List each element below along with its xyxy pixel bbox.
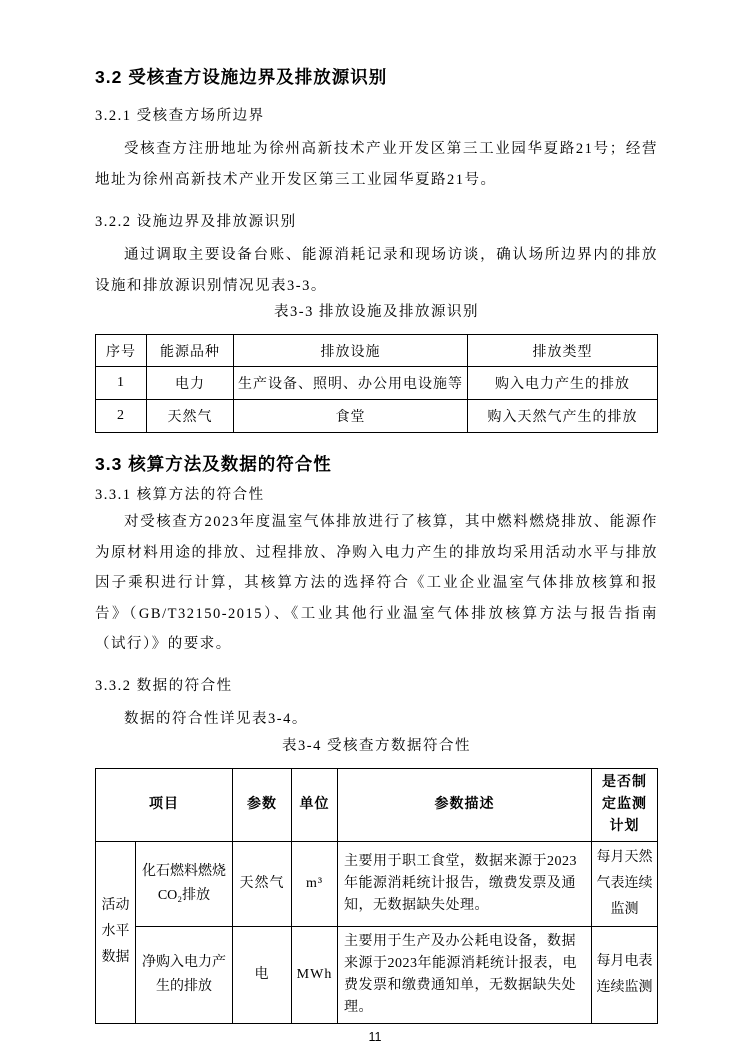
table-row bbox=[96, 367, 658, 400]
t33-header-index: 序号 bbox=[96, 335, 147, 367]
paragraph-site-boundary: 受核查方注册地址为徐州高新技术产业开发区第三工业园华夏路21号；经营地址为徐州高新技术产业开发区第三工业园华夏路21号。 bbox=[95, 141, 658, 188]
table-3-4-caption: 表3-4 受核查方数据符合性 bbox=[282, 737, 471, 754]
t33-cell-type: 购入天然气产生的排放 bbox=[468, 400, 658, 433]
section-heading-3-3: 3.3 核算方法及数据的符合性 bbox=[95, 454, 332, 474]
table-3-4-data-conformity bbox=[95, 768, 658, 1024]
t34-cell-parameter: 天然气 bbox=[233, 841, 292, 926]
t33-header-emission-facility: 排放设施 bbox=[234, 335, 468, 367]
table-row bbox=[96, 926, 658, 1023]
paragraph-data-conformity: 数据的符合性详见表3-4。 bbox=[124, 710, 308, 727]
table-row bbox=[96, 400, 658, 433]
t33-cell-type: 购入电力产生的排放 bbox=[468, 367, 658, 400]
t33-cell-index: 2 bbox=[96, 400, 147, 433]
t34-cell-description: 主要用于职工食堂，数据来源于2023年能源消耗统计报告，缴费发票及通知，无数据缺失处理。 bbox=[338, 841, 592, 926]
table-3-3-emission-sources bbox=[95, 334, 658, 433]
subsection-heading-3-2-1: 3.2.1 受核查方场所边界 bbox=[95, 108, 265, 124]
subsection-heading-3-2-2: 3.2.2 设施边界及排放源识别 bbox=[95, 214, 297, 230]
t34-header-project: 项目 bbox=[96, 768, 233, 841]
t33-header-emission-type: 排放类型 bbox=[468, 335, 658, 367]
t33-header-energy-type: 能源品种 bbox=[147, 335, 234, 367]
t34-cell-item: 化石燃料燃烧CO₂排放 bbox=[136, 841, 233, 926]
t34-rowgroup-activity-data: 活动水平数据 bbox=[96, 841, 136, 1023]
t34-cell-description: 主要用于生产及办公耗电设备，数据来源于2023年能源消耗统计报表，电费发票和缴费通知单，无数据缺失处理。 bbox=[338, 926, 592, 1023]
paragraph-accounting-method: 对受核查方2023年度温室气体排放进行了核算，其中燃料燃烧排放、能源作为原材料用途的排放、过程排放、净购入电力产生的排放均采用活动水平与排放因子乘积进行计算，其核算方法的选择符合《工业企业温室气体排放核算和报告》（GB/T32150-2015）、《工业其他行业温室气体排放核算方法与报告指南（试行）》的要求。 bbox=[95, 514, 658, 652]
table-3-3-header-row bbox=[96, 335, 658, 367]
subsection-heading-3-3-2: 3.3.2 数据的符合性 bbox=[95, 677, 233, 694]
page-number: 11 bbox=[368, 1030, 382, 1044]
t33-cell-energy: 电力 bbox=[147, 367, 234, 400]
t33-cell-energy: 天然气 bbox=[147, 400, 234, 433]
t34-cell-parameter: 电 bbox=[233, 926, 292, 1023]
t33-cell-facility: 生产设备、照明、办公用电设施等 bbox=[234, 367, 468, 400]
section-heading-3-2: 3.2 受核查方设施边界及排放源识别 bbox=[95, 67, 388, 87]
t33-cell-facility: 食堂 bbox=[234, 400, 468, 433]
subsection-heading-3-3-1: 3.3.1 核算方法的符合性 bbox=[95, 487, 265, 503]
table-3-3-caption: 表3-3 排放设施及排放源识别 bbox=[274, 304, 479, 320]
t34-cell-monitoring: 每月电表连续监测 bbox=[592, 926, 658, 1023]
table-row bbox=[96, 841, 658, 926]
t33-cell-index: 1 bbox=[96, 367, 147, 400]
t34-header-parameter: 参数 bbox=[233, 768, 292, 841]
t34-header-unit: 单位 bbox=[292, 768, 338, 841]
t34-cell-item: 净购入电力产生的排放 bbox=[136, 926, 233, 1023]
table-3-4-header-row bbox=[96, 768, 658, 841]
t34-header-monitoring: 是否制定监测计划 bbox=[592, 768, 658, 841]
paragraph-emission-source: 通过调取主要设备台账、能源消耗记录和现场访谈，确认场所边界内的排放设施和排放源识别情况见表3-3。 bbox=[95, 247, 658, 294]
t34-cell-monitoring: 每月天然气表连续监测 bbox=[592, 841, 658, 926]
t34-header-description: 参数描述 bbox=[338, 768, 592, 841]
t34-cell-unit: m³ bbox=[292, 841, 338, 926]
t34-cell-unit: MWh bbox=[292, 926, 338, 1023]
